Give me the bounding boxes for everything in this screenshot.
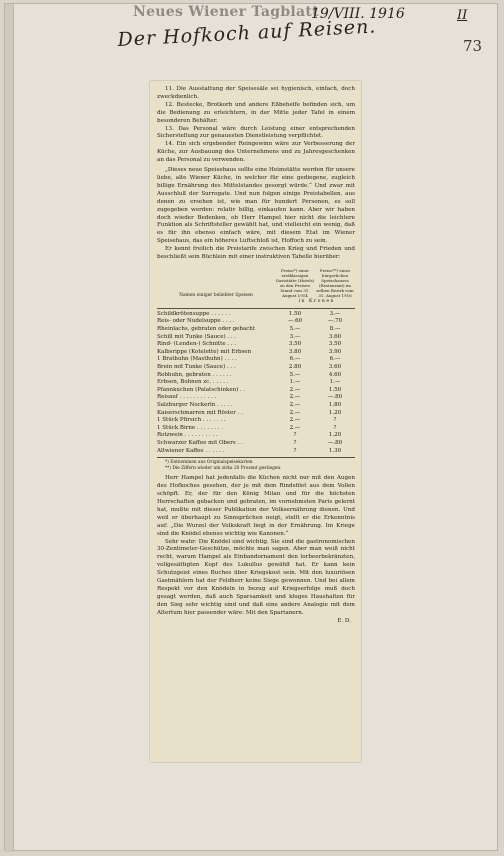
dish-name: 1 Stück Pfirsich . . . . . . . bbox=[157, 417, 226, 424]
dish-name: 1 Stück Birne . . . . . . . . bbox=[157, 424, 224, 431]
table-col-name: Namen einiger beliebter Speisen bbox=[179, 292, 253, 298]
price-1914: 2.— bbox=[289, 424, 301, 431]
dish-name: Rotzwein . . . . . . . . . . bbox=[157, 432, 218, 439]
price-1916: 1.20 bbox=[328, 432, 342, 439]
author-signature: E. D. bbox=[337, 617, 351, 624]
dish-name: Reisauf . . . . . . . . . . . bbox=[157, 394, 217, 401]
table-unit: in Kronen bbox=[298, 298, 335, 304]
price-1914: 2.— bbox=[289, 417, 301, 424]
dish-name: Brein mit Tunke (Sauce) . . . bbox=[157, 364, 236, 370]
price-1916: 1.20 bbox=[328, 409, 342, 416]
price-1916: 3.60 bbox=[328, 364, 342, 370]
clipping-paragraphs-top bbox=[157, 86, 355, 262]
dish-name: Salzburger Nockerln . . . . . bbox=[157, 401, 233, 408]
table-row bbox=[157, 356, 355, 364]
article-paragraph: „Dieses neue Speisehaus sollte eine Heimstätte werden für unsere liebe, alte Wiener Küche, in welcher für eine gediegene, zugleich billige Ernährung des Mittelstandes gesorgt würde.“ Und zwar mit Ausschluß der Surrogate. Und nun folgen einige Preistabellen, aus denen zu ersehen ist, wie man für hundert Personen, es soll zugegeben werden: relativ billig, einkaufen kann. Aber wir haben doch wieder Bedenken, ob Herr Hampel hier nicht die leichtere Funktion als Schriftsteller gewählt hat, und vielleicht ein wenig, daß es für ihn ebenso einfach wäre, mit diesem Etat im Wiener Speisehaus, das ein höheres Luftschloß ist, Hoffoch zu sein. bbox=[157, 167, 355, 245]
table-col-1914: Preise*) einer erstklassigen Gaststätte (Hotels) zu den Preisen Stand vom 31. August 1914 bbox=[275, 267, 315, 298]
price-1914: 2.— bbox=[289, 409, 301, 416]
price-1916: 1.80 bbox=[328, 401, 342, 408]
table-row bbox=[157, 417, 355, 425]
table-row bbox=[157, 387, 355, 395]
price-1916: ? bbox=[333, 424, 337, 431]
table-rule bbox=[157, 457, 355, 458]
table-row bbox=[157, 432, 355, 440]
table-footnote: **) Die Ziffern wieder um zirka 20 Prozent gestiegen. bbox=[165, 465, 282, 471]
price-1916: 3.60 bbox=[328, 333, 342, 340]
dish-name: Kalbsrippe (Kotelette) mit Erbsen bbox=[157, 348, 252, 355]
table-row bbox=[157, 326, 355, 334]
table-rule bbox=[157, 308, 355, 309]
price-1914: 3.80 bbox=[288, 348, 302, 355]
table-row bbox=[157, 334, 355, 342]
dish-name: Rheinlachs, gebraten oder gebacht bbox=[157, 326, 256, 333]
handwritten-date: 19/VIII. 1916 bbox=[311, 6, 405, 22]
table-row bbox=[157, 341, 355, 349]
dish-name: Reis- oder Nudelsuppe . . . . bbox=[157, 318, 235, 325]
table-row bbox=[157, 440, 355, 448]
table-row bbox=[157, 349, 355, 357]
price-1914: ? bbox=[293, 432, 297, 439]
corner-mark: II bbox=[457, 8, 468, 23]
price-1916: 1.— bbox=[329, 379, 341, 386]
price-1916: 3.90 bbox=[328, 348, 342, 355]
dish-name: 1 Brathuhn (Masthuhn) . . . . bbox=[157, 356, 237, 363]
price-table bbox=[157, 311, 355, 455]
price-1916: —.80 bbox=[327, 439, 343, 446]
archive-sheet bbox=[4, 3, 498, 851]
table-row bbox=[157, 379, 355, 387]
clipping-paragraphs-bottom bbox=[157, 475, 355, 617]
table-row bbox=[157, 410, 355, 418]
table-col-1916: Preise**) eines bürgerlichen Speisehauses (Restaurant) im selben Bezirk vom 31. August 1916 bbox=[316, 267, 354, 298]
table-row bbox=[157, 402, 355, 410]
dish-name: Pfannkuchen (Palatschinken) . . bbox=[157, 386, 246, 393]
price-1914: 2.— bbox=[289, 394, 301, 401]
article-paragraph: 11. Die Ausstattung der Speisesäle sei hygienisch, einfach, doch zweckdienlich. bbox=[157, 86, 355, 100]
binding-edge bbox=[5, 4, 14, 852]
price-1914: 6.— bbox=[289, 356, 301, 363]
price-1914: 3.— bbox=[289, 333, 301, 340]
dish-name: Erbsen, Bohnen zc. . . . . . bbox=[157, 379, 229, 386]
dish-name: Schill mit Tunke (Sauce) . . . bbox=[157, 333, 237, 340]
article-paragraph: 14. Ein sich ergebender Reingewinn wäre zur Verbesserung der Küche, zur Ausbauung des Unternehmens und zu Jahresgeschenken an das Personal zu verwenden. bbox=[157, 141, 355, 164]
price-1914: 1.50 bbox=[288, 310, 302, 317]
price-1916: 3.50 bbox=[328, 341, 342, 348]
article-paragraph: Sehr wahr: Die Knödel sind wichtig. Sie sind die gastronomischen 30-Zentimeter-Geschütze, möchte man sagen. Aber man weiß nicht recht, warum Hampel als Einbandornament den lorbeerbekränzten, vollgesättigten Kopf des Lukullus gewählt hat. Er kann kein Schutzgeist eines Buches über Kriegskost sein. Mit den luxuriösen Gastmählern hat der Feldherr keine Siege gewonnen. Und bei allem Respekt vor den Knödeln in bezug auf Kriegserfolge muß doch gesagt werden, daß auch Sparsamkeit und kluges Haushalten für den Sieg sehr wichtig sind und daß eine andere Analogie mit dem Altertum hier passender wäre: Mit den Spartanern. bbox=[157, 538, 355, 616]
page-number: 73 bbox=[463, 37, 483, 55]
article-paragraph: Herr Hampel hat jedenfalls die Küchen nicht nur mit den Augen des Hofkoches gesehen, der je mit dem Rindsfilet aus dem Vollen schöpft. Er, der für den König Milan und für die höchsten Herrschaften gebacken und gebraten, im vornehmsten Paris gelernt hat, mußte mit dieser Publikation der Volksernährung dienen. Und weil er überhaupt zu Sinnsprüchen neigt, stellt er die Erkenntnis auf: „Die Wurzel der Volkskraft liegt in der Ernährung. Im Kriege sind die Knödel ebenso wichtig wie Kanonen.“ bbox=[157, 475, 355, 537]
price-1916: 3.— bbox=[329, 310, 341, 317]
price-1914: 3.50 bbox=[288, 341, 302, 348]
table-header bbox=[157, 268, 355, 298]
dish-name: Rind- (Lenden-) Schnitte . . . bbox=[157, 341, 237, 348]
price-1914: ? bbox=[293, 447, 297, 454]
dish-name: Schildkrötensuppe . . . . . . bbox=[157, 310, 231, 317]
price-1916: 1.50 bbox=[328, 386, 342, 393]
dish-name: Rebhuhn, gebraten . . . . . . bbox=[157, 371, 232, 378]
handwritten-note: Der Hofkoch auf Reisen. bbox=[117, 15, 377, 51]
table-footnote: *) Entnommen aus Originalspeisekarten. bbox=[165, 460, 254, 466]
price-1914: 1.— bbox=[289, 379, 301, 386]
price-1914: 2.— bbox=[289, 386, 301, 393]
dish-name: Altwiener Kaffee . . . . . . bbox=[157, 447, 225, 454]
price-1914: 2.80 bbox=[288, 364, 302, 370]
table-row bbox=[157, 394, 355, 402]
table-row bbox=[157, 425, 355, 433]
price-1916: 4.60 bbox=[328, 371, 342, 378]
dish-name: Kaiserschmarren mit Röster . . bbox=[157, 409, 243, 416]
price-1916: 6.— bbox=[329, 356, 341, 363]
newspaper-clipping bbox=[150, 81, 361, 762]
table-row bbox=[157, 372, 355, 380]
article-paragraph: 12. Bestecke, Brotkorb und andere Eßbehelfe befinden sich, um die Bedienung zu erleichtern, in der Mitte jeder Tafel in einem besonderen Behälter. bbox=[157, 101, 355, 124]
price-1914: 5.— bbox=[289, 371, 301, 378]
price-1916: 8.— bbox=[329, 326, 341, 333]
price-1914: 5.— bbox=[289, 326, 301, 333]
price-1914: 2.— bbox=[289, 401, 301, 408]
newspaper-title-stamp: Neues Wiener Tagblatt bbox=[133, 4, 319, 20]
price-1916: ? bbox=[333, 417, 337, 424]
price-1916: —.80 bbox=[327, 394, 343, 401]
price-1914: —.60 bbox=[287, 318, 303, 325]
table-row bbox=[157, 311, 355, 319]
price-1916: —.70 bbox=[327, 318, 343, 325]
price-1916: 1.30 bbox=[328, 447, 342, 454]
article-paragraph: 13. Das Personal wäre durch Leistung einer entsprechenden Sicherstellung zur genauesten Dienstleistung verpflichtet. bbox=[157, 125, 355, 140]
table-row bbox=[157, 448, 355, 456]
price-1914: ? bbox=[293, 439, 297, 446]
table-row bbox=[157, 364, 355, 372]
article-paragraph: Er kennt freilich die Preistarife zwischen Krieg und Frieden und beschließt sein Büchlein mit einer instruktiven Tabelle hierüber: bbox=[157, 246, 355, 261]
dish-name: Schwarzer Kaffee mit Obers . . bbox=[157, 439, 243, 446]
table-row bbox=[157, 318, 355, 326]
